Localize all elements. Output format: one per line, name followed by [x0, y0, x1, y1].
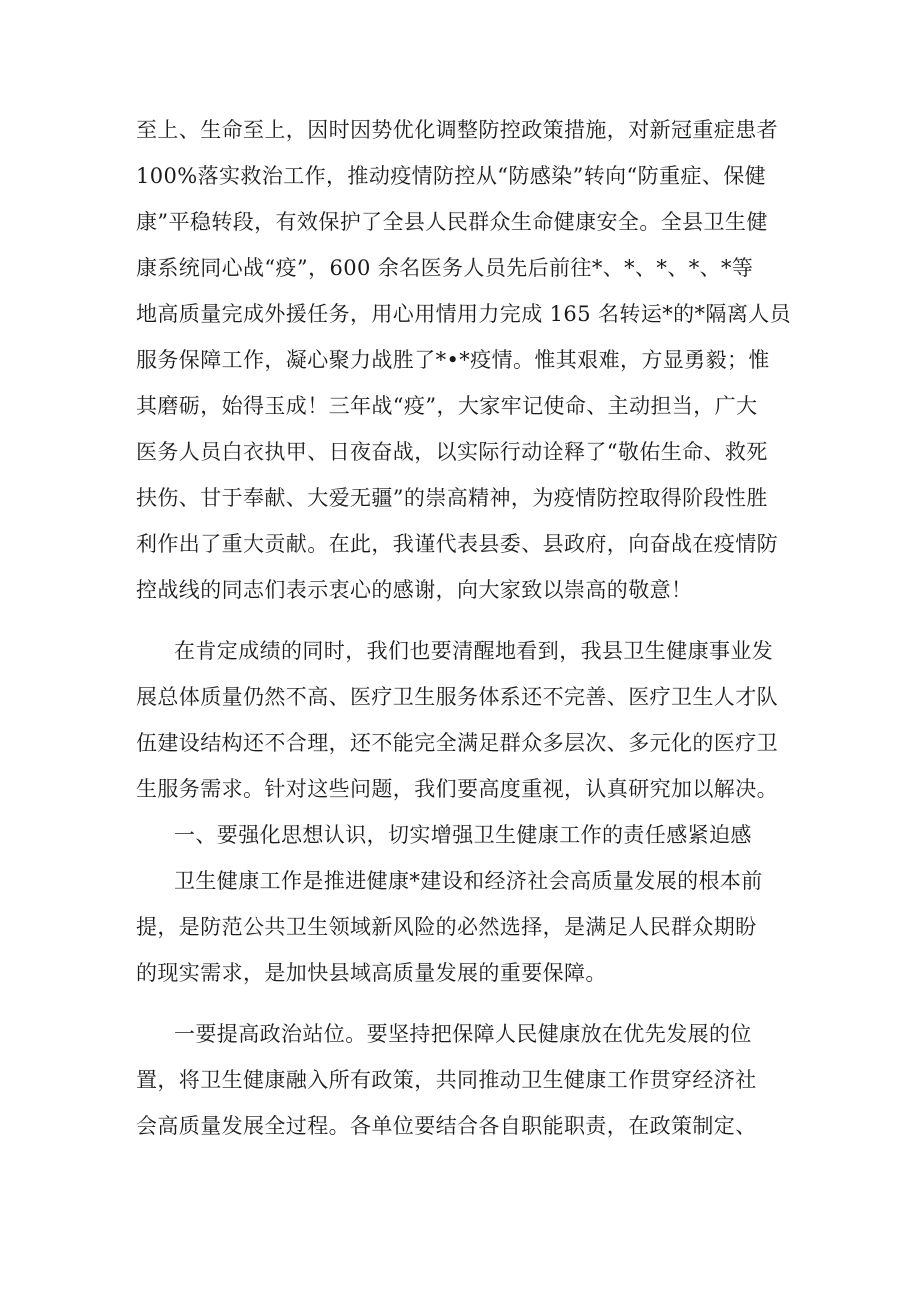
text-line-19: 的现实需求，是加快县域高质量发展的重要保障。 — [136, 961, 607, 985]
text-line-13: 展总体质量仍然不高、医疗卫生服务体系还不完善、医疗卫生人才队 — [136, 685, 778, 709]
text-line-14: 伍建设结构还不合理，还不能完全满足群众多层次、多元化的医疗卫 — [136, 731, 778, 755]
text-line-21: 置，将卫生健康融入所有政策，共同推动卫生健康工作贯穿经济社 — [136, 1068, 757, 1092]
section-heading: 一、要强化思想认识，切实增强卫生健康工作的责任感紧迫感 — [174, 823, 752, 847]
text-line-8: 医务人员白衣执甲、日夜奋战，以实际行动诠释了“敬佑生命、救死 — [136, 440, 768, 464]
text-line-10: 利作出了重大贡献。在此，我谨代表县委、县政府，向奋战在疫情防 — [136, 532, 778, 556]
text-line-18: 提，是防范公共卫生领域新风险的必然选择，是满足人民群众期盼 — [136, 915, 757, 939]
text-line-1: 至上、生命至上，因时因势优化调整防控政策措施，对新冠重症患者 — [136, 118, 778, 142]
text-line-3: 康”平稳转段，有效保护了全县人民群众生命健康安全。全县卫生健 — [136, 210, 768, 234]
text-line-20: 一要提高政治站位。要坚持把保障人民健康放在优先发展的位 — [174, 1022, 752, 1046]
text-line-15: 生服务需求。针对这些问题，我们要高度重视，认真研究加以解决。 — [136, 777, 778, 801]
text-line-12: 在肯定成绩的同时，我们也要清醒地看到，我县卫生健康事业发 — [174, 639, 774, 663]
text-line-17: 卫生健康工作是推进健康*建设和经济社会高质量发展的根本前 — [174, 869, 763, 893]
text-line-11: 控战线的同志们表示衷心的感谢，向大家致以崇高的敬意！ — [136, 578, 693, 602]
text-line-5: 地高质量完成外援任务，用心用情用力完成 165 名转运*的*隔离人员 — [136, 302, 792, 326]
text-line-4: 康系统同心战“疫”，600 余名医务人员先后前往*、*、*、*、*等 — [136, 256, 754, 280]
text-line-22: 会高质量发展全过程。各单位要结合各自职能职责，在政策制定、 — [136, 1114, 757, 1138]
text-line-9: 扶伤、甘于奉献、大爱无疆”的崇高精神，为疫情防控取得阶段性胜 — [136, 486, 768, 510]
text-line-7: 其磨砺，始得玉成！三年战“疫”，大家牢记使命、主动担当，广大 — [136, 394, 758, 418]
text-line-2: 100%落实救治工作，推动疫情防控从“防感染”转向“防重症、保健 — [136, 164, 767, 188]
text-line-6: 服务保障工作，凝心聚力战胜了*•*疫情。惟其艰难，方显勇毅；惟 — [136, 348, 770, 372]
